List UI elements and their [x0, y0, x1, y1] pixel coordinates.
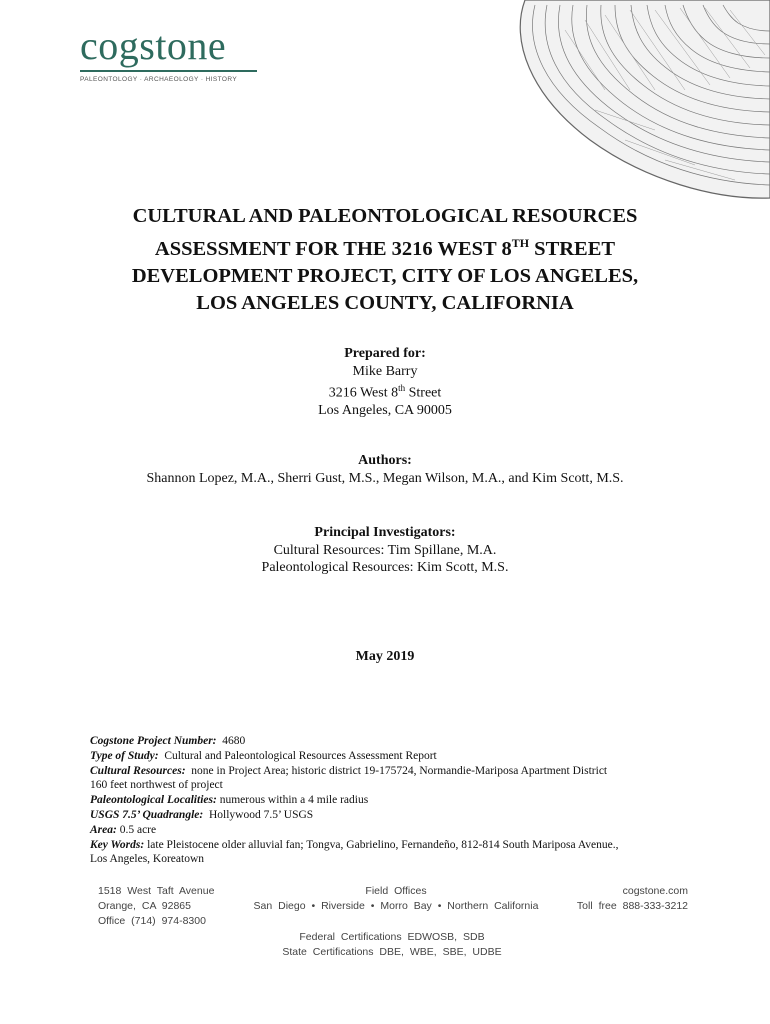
title-line-2: ASSESSMENT FOR THE 3216 WEST 8TH STREET [154, 236, 616, 260]
meta-project-number: Cogstone Project Number: 4680 [90, 735, 246, 747]
prepared-for-heading: Prepared for: [344, 346, 426, 361]
client-address: 3216 West 8th Street [328, 383, 442, 401]
meta-cultural-cont: 160 feet northwest of project [90, 779, 223, 792]
field-offices-heading: Field Offices [365, 885, 427, 897]
prepared-for-block [60, 345, 710, 420]
logo-rule [80, 70, 257, 72]
title-line-3: DEVELOPMENT PROJECT, CITY OF LOS ANGELES, [131, 264, 639, 287]
meta-usgs: USGS 7.5’ Quadrangle: Hollywood 7.5’ USGS [90, 808, 314, 821]
meta-keywords-cont: Los Angeles, Koreatown [90, 853, 205, 866]
footer-field-offices [240, 884, 552, 914]
field-offices-list: San Diego • Riverside • Morro Bay • Northern California [253, 899, 539, 912]
client-city: Los Angeles, CA 90005 [318, 403, 452, 419]
logo-wordmark: cogstone [80, 23, 227, 68]
meta-area: Area: 0.5 acre [90, 823, 157, 836]
meta-study-type: Type of Study: Cultural and Paleontological Resources Assessment Report [90, 749, 437, 762]
meta-cultural: Cultural Resources: none in Project Area; historic district 19-175724, Normandie-Mariposa Apartment District [90, 764, 608, 777]
meta-keywords: Key Words: late Pleistocene older alluvial fan; Tongva, Gabrielino, Fernandeño, 812-814 South Mariposa Avenue., [90, 838, 619, 851]
authors-heading: Authors: [358, 453, 412, 468]
meta-localities: Paleontological Localities: numerous within a 4 mile radius [90, 794, 369, 807]
investigators-heading: Principal Investigators: [314, 525, 456, 540]
report-date: May 2019 [355, 649, 415, 664]
title-line-1: CULTURAL AND PALEONTOLOGICAL RESOURCES [132, 205, 638, 227]
footer-toll-free: Toll free 888-333-3212 [576, 899, 688, 912]
footer-contact [577, 884, 688, 914]
investigator-paleo: Paleontological Resources: Kim Scott, M.S. [261, 560, 509, 575]
state-certifications: State Certifications DBE, WBE, SBE, UDBE [282, 946, 502, 958]
investigator-cultural: Cultural Resources: Tim Spillane, M.A. [273, 542, 497, 558]
fossil-illustration-icon [505, 0, 770, 205]
title-line-4: LOS ANGELES COUNTY, CALIFORNIA [196, 291, 574, 314]
federal-certifications: Federal Certifications EDWOSB, SDB [299, 931, 485, 943]
client-name: Mike Barry [352, 363, 418, 379]
investigators-block [60, 524, 710, 577]
footer-website[interactable]: cogstone.com [622, 885, 688, 897]
company-logo [80, 23, 257, 83]
project-metadata [90, 734, 690, 867]
logo-tagline: PALEONTOLOGY · ARCHAEOLOGY · HISTORY [80, 76, 238, 83]
footer-certifications [0, 930, 770, 960]
authors-block [60, 452, 710, 487]
footer-address [98, 884, 214, 928]
footer-street: 1518 West Taft Avenue [98, 885, 215, 897]
footer-city: Orange, CA 92865 [98, 899, 191, 912]
report-title [60, 203, 710, 317]
footer-office-phone: Office (714) 974-8300 [98, 914, 206, 927]
authors-names: Shannon Lopez, M.A., Sherri Gust, M.S., Megan Wilson, M.A., and Kim Scott, M.S. [146, 470, 624, 486]
